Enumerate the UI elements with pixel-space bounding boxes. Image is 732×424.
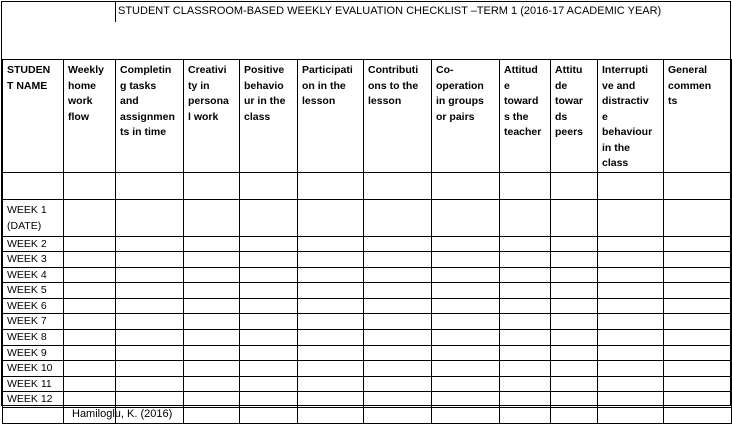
table-cell[interactable] — [64, 330, 116, 346]
table-cell[interactable] — [598, 236, 664, 252]
table-cell[interactable] — [116, 252, 184, 268]
table-cell[interactable] — [64, 199, 116, 236]
table-cell[interactable] — [64, 314, 116, 330]
table-cell[interactable] — [64, 345, 116, 361]
table-cell[interactable] — [598, 283, 664, 299]
table-cell[interactable] — [298, 408, 364, 424]
table-row — [3, 376, 732, 392]
table-cell[interactable] — [432, 392, 500, 408]
table-cell[interactable] — [500, 236, 551, 252]
table-cell[interactable] — [500, 345, 551, 361]
table-cell[interactable] — [116, 376, 184, 392]
header-general-comments: General commen ts — [664, 60, 732, 173]
author-credit: Hamiloglu, K. (2016) — [72, 408, 173, 420]
table-cell[interactable] — [364, 298, 432, 314]
table-cell[interactable] — [664, 283, 732, 299]
table-cell[interactable] — [184, 252, 240, 268]
table-row — [3, 283, 732, 299]
row-label-week: WEEK 3 — [3, 252, 64, 268]
table-cell[interactable] — [364, 267, 432, 283]
table-cell[interactable] — [184, 361, 240, 377]
table-cell[interactable] — [432, 330, 500, 346]
table-cell[interactable] — [184, 283, 240, 299]
table-cell[interactable] — [551, 345, 598, 361]
table-cell[interactable] — [598, 330, 664, 346]
table-cell[interactable] — [432, 376, 500, 392]
table-cell[interactable] — [664, 330, 732, 346]
checklist-sheet — [1, 1, 731, 406]
table-cell[interactable] — [240, 252, 298, 268]
table-cell[interactable] — [240, 236, 298, 252]
table-cell[interactable] — [432, 345, 500, 361]
header-attitude-teacher: Attitud e toward s the teacher — [500, 60, 551, 173]
table-cell[interactable] — [500, 408, 551, 424]
table-cell[interactable] — [298, 283, 364, 299]
table-cell[interactable] — [116, 330, 184, 346]
table-row — [3, 345, 732, 361]
evaluation-table — [2, 59, 732, 424]
table-cell[interactable] — [432, 236, 500, 252]
row-label-week: WEEK 7 — [3, 314, 64, 330]
table-cell[interactable] — [364, 408, 432, 424]
table-cell[interactable] — [116, 392, 184, 408]
table-cell[interactable] — [298, 236, 364, 252]
table-cell[interactable] — [240, 199, 298, 236]
table-cell[interactable] — [664, 199, 732, 236]
table-row — [3, 267, 732, 283]
row-label-week: WEEK 6 — [3, 298, 64, 314]
table-cell[interactable] — [500, 298, 551, 314]
table-cell[interactable] — [240, 283, 298, 299]
table-cell[interactable] — [240, 361, 298, 377]
table-cell[interactable] — [116, 267, 184, 283]
table-cell[interactable] — [500, 267, 551, 283]
table-row — [3, 392, 732, 408]
table-cell[interactable] — [664, 298, 732, 314]
table-cell[interactable] — [298, 252, 364, 268]
header-completing-tasks: Completin g tasks and assignmen ts in time — [116, 60, 184, 173]
table-cell[interactable] — [184, 267, 240, 283]
table-cell[interactable] — [500, 392, 551, 408]
table-cell[interactable] — [551, 298, 598, 314]
table-row — [3, 361, 732, 377]
table-cell[interactable] — [240, 345, 298, 361]
table-cell[interactable] — [551, 236, 598, 252]
table-cell[interactable] — [551, 361, 598, 377]
table-cell[interactable] — [500, 376, 551, 392]
table-cell[interactable] — [240, 267, 298, 283]
table-cell[interactable] — [298, 298, 364, 314]
table-cell[interactable] — [116, 199, 184, 236]
table-cell[interactable] — [364, 283, 432, 299]
table-cell[interactable] — [184, 298, 240, 314]
table-cell[interactable] — [598, 199, 664, 236]
table-cell[interactable] — [551, 392, 598, 408]
row-label-week: WEEK 4 — [3, 267, 64, 283]
row-label-week: WEEK 1 (DATE) — [3, 199, 64, 236]
table-cell[interactable] — [551, 376, 598, 392]
table-cell[interactable] — [64, 252, 116, 268]
document-title: STUDENT CLASSROOM-BASED WEEKLY EVALUATION CHECKLIST –TERM 1 (2016-17 ACADEMIC YEAR) — [115, 2, 661, 22]
table-cell[interactable] — [298, 267, 364, 283]
table-cell[interactable] — [184, 376, 240, 392]
table-cell[interactable] — [240, 408, 298, 424]
table-cell[interactable] — [364, 236, 432, 252]
table-cell[interactable] — [664, 314, 732, 330]
table-cell[interactable] — [664, 361, 732, 377]
table-cell[interactable] — [664, 236, 732, 252]
table-cell[interactable] — [240, 330, 298, 346]
table-row — [3, 330, 732, 346]
table-cell[interactable] — [240, 314, 298, 330]
table-cell[interactable] — [116, 298, 184, 314]
table-cell[interactable] — [432, 408, 500, 424]
table-cell[interactable] — [598, 252, 664, 268]
table-cell[interactable] — [184, 330, 240, 346]
table-row — [3, 199, 732, 236]
table-cell[interactable] — [116, 236, 184, 252]
table-cell[interactable] — [298, 345, 364, 361]
row-label-week: WEEK 8 — [3, 330, 64, 346]
table-cell[interactable] — [432, 199, 500, 236]
table-cell[interactable] — [64, 298, 116, 314]
header-participation: Participati on in the lesson — [298, 60, 364, 173]
table-cell[interactable] — [364, 392, 432, 408]
table-cell[interactable] — [116, 361, 184, 377]
table-cell[interactable] — [116, 283, 184, 299]
table-cell[interactable] — [432, 361, 500, 377]
table-header-row — [3, 60, 732, 173]
table-row — [3, 236, 732, 252]
table-cell[interactable] — [64, 361, 116, 377]
table-cell[interactable] — [598, 392, 664, 408]
table-cell[interactable] — [500, 314, 551, 330]
table-cell[interactable] — [298, 376, 364, 392]
table-cell[interactable] — [184, 345, 240, 361]
table-cell[interactable] — [551, 408, 598, 424]
table-cell[interactable] — [551, 199, 598, 236]
table-cell[interactable] — [551, 330, 598, 346]
table-cell[interactable] — [364, 376, 432, 392]
table-cell[interactable] — [184, 408, 240, 424]
table-cell[interactable] — [64, 376, 116, 392]
table-cell[interactable] — [598, 408, 664, 424]
table-row — [3, 298, 732, 314]
table-cell[interactable] — [500, 361, 551, 377]
table-row-blank — [3, 172, 732, 199]
header-weekly-homework: Weekly home work flow — [64, 60, 116, 173]
table-cell[interactable] — [664, 345, 732, 361]
table-cell[interactable] — [364, 361, 432, 377]
table-cell[interactable] — [551, 252, 598, 268]
table-cell[interactable] — [500, 199, 551, 236]
table-cell[interactable] — [298, 361, 364, 377]
table-cell[interactable] — [598, 361, 664, 377]
table-cell[interactable] — [598, 376, 664, 392]
row-label-week: WEEK 11 — [3, 376, 64, 392]
row-label-week: WEEK 12 — [3, 392, 64, 408]
row-label-week: WEEK 2 — [3, 236, 64, 252]
table-cell[interactable] — [432, 314, 500, 330]
table-cell[interactable] — [500, 330, 551, 346]
header-contributions: Contributi ons to the lesson — [364, 60, 432, 173]
table-cell[interactable] — [500, 283, 551, 299]
table-cell[interactable] — [364, 345, 432, 361]
table-cell[interactable] — [240, 376, 298, 392]
header-creativity: Creativi ty in persona l work — [184, 60, 240, 173]
table-cell[interactable] — [64, 267, 116, 283]
table-cell[interactable] — [551, 283, 598, 299]
table-row — [3, 314, 732, 330]
table-cell[interactable] — [551, 314, 598, 330]
table-cell[interactable] — [116, 314, 184, 330]
table-cell[interactable] — [298, 314, 364, 330]
row-label-week — [3, 408, 64, 424]
table-row — [3, 252, 732, 268]
table-cell[interactable] — [598, 267, 664, 283]
table-cell[interactable] — [432, 298, 500, 314]
header-attitude-peers: Attitu de towar ds peers — [551, 60, 598, 173]
table-cell[interactable] — [664, 267, 732, 283]
table-cell[interactable] — [598, 345, 664, 361]
table-cell[interactable] — [240, 298, 298, 314]
table-cell[interactable] — [64, 236, 116, 252]
header-interruptive-behaviour: Interrupti ve and distractiv e behaviour in the class — [598, 60, 664, 173]
table-cell[interactable] — [184, 236, 240, 252]
table-cell[interactable] — [64, 283, 116, 299]
table-cell[interactable] — [184, 314, 240, 330]
table-cell[interactable] — [432, 267, 500, 283]
table-cell[interactable] — [664, 376, 732, 392]
table-cell[interactable] — [364, 199, 432, 236]
header-positive-behaviour: Positive behavio ur in the class — [240, 60, 298, 173]
header-student-name: STUDEN T NAME — [3, 60, 64, 173]
table-cell[interactable] — [184, 392, 240, 408]
table-cell[interactable] — [432, 283, 500, 299]
table-cell[interactable] — [364, 252, 432, 268]
header-cooperation: Co- operation in groups or pairs — [432, 60, 500, 173]
table-cell[interactable] — [298, 330, 364, 346]
table-cell[interactable] — [364, 314, 432, 330]
table-cell[interactable] — [364, 330, 432, 346]
table-cell[interactable] — [240, 392, 298, 408]
table-cell[interactable] — [598, 314, 664, 330]
table-cell[interactable] — [116, 345, 184, 361]
table-cell[interactable] — [664, 252, 732, 268]
table-cell[interactable] — [432, 252, 500, 268]
table-cell[interactable] — [664, 392, 732, 408]
table-cell[interactable] — [64, 392, 116, 408]
table-cell[interactable] — [598, 298, 664, 314]
table-cell[interactable] — [298, 199, 364, 236]
table-cell[interactable] — [500, 252, 551, 268]
row-label-week: WEEK 5 — [3, 283, 64, 299]
table-cell[interactable] — [664, 408, 732, 424]
table-cell[interactable] — [184, 199, 240, 236]
row-label-week: WEEK 10 — [3, 361, 64, 377]
table-cell[interactable] — [551, 267, 598, 283]
row-label-week: WEEK 9 — [3, 345, 64, 361]
table-cell[interactable] — [298, 392, 364, 408]
